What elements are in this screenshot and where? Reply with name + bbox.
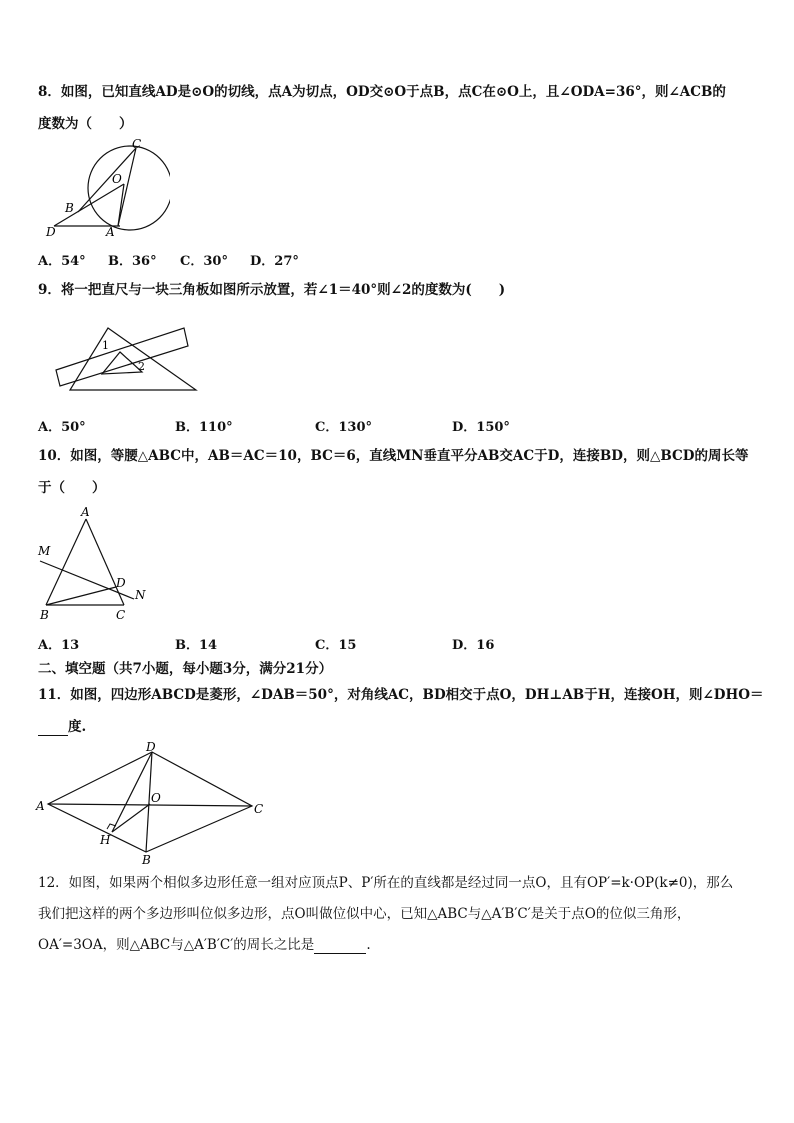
q11-label-C: C	[254, 802, 264, 816]
q10-label-M: M	[38, 544, 51, 558]
q10-option-d[interactable]: D．16	[452, 638, 495, 653]
q8-option-a[interactable]: A．54°	[38, 254, 86, 269]
q8-label-D: D	[46, 225, 56, 238]
q11-segment-OH	[112, 804, 150, 832]
q8-figure	[40, 136, 170, 238]
q9-label-2: 2	[138, 360, 145, 373]
q9-option-c[interactable]: C．130°	[315, 420, 372, 435]
q10-option-c[interactable]: C．15	[315, 638, 357, 653]
q9-label-1: 1	[102, 339, 109, 352]
q8-chord-AC	[118, 148, 136, 226]
q11-label-D: D	[146, 740, 156, 754]
q10-label-D: D	[116, 576, 126, 590]
q10-stem-line1: 10．如图，等腰△ABC中，AB＝AC＝10，BC＝6，直线MN垂直平分AB交AC于D，连接BD，则△BCD的周长等	[38, 448, 749, 464]
q8-label-A: A	[106, 225, 115, 238]
q9-stem: 9．将一把直尺与一块三角板如图所示放置，若∠1＝40°则∠2的度数为( )	[38, 282, 506, 298]
q10-option-a[interactable]: A．13	[38, 638, 80, 653]
q11-stem-line2	[38, 718, 86, 736]
q10-label-N: N	[135, 588, 146, 602]
q8-option-d[interactable]: D．27°	[250, 254, 299, 269]
q11-segment-DH	[112, 752, 152, 832]
q10-figure	[34, 503, 164, 625]
q10-option-b[interactable]: B．14	[175, 638, 218, 653]
q11-stem-line1: 11．如图，四边形ABCD是菱形，∠DAB＝50°，对角线AC，BD相交于点O，DH⊥AB于H，连接OH，则∠DHO＝	[38, 687, 764, 703]
q9-figure	[50, 322, 200, 396]
q11-unit: 度.	[68, 719, 87, 735]
section2-heading: 二、填空题（共7小题，每小题3分，满分21分）	[38, 661, 333, 677]
q11-label-H: H	[100, 833, 111, 847]
q12-stem-line3	[38, 936, 371, 954]
q10-label-B: B	[40, 608, 49, 622]
q9-option-b[interactable]: B．110°	[175, 420, 233, 435]
q8-stem-line1: 8．如图，已知直线AD是⊙O的切线，点A为切点，OD交⊙O于点B，点C在⊙O上，且∠ODA=36°，则∠ACB的	[38, 84, 726, 100]
q11-rhombus	[48, 752, 252, 852]
q8-option-b[interactable]: B．36°	[108, 254, 157, 269]
q11-figure	[34, 738, 274, 868]
q8-label-O: O	[112, 172, 122, 186]
q12-stem-line3-text: OA′=3OA，则△ABC与△A′B′C′的周长之比是	[38, 937, 315, 953]
q9-option-a[interactable]: A．50°	[38, 420, 86, 435]
q10-label-A: A	[81, 505, 90, 519]
q11-answer-blank[interactable]	[38, 721, 68, 736]
q8-label-B: B	[65, 201, 74, 215]
q10-segment-BD	[46, 587, 116, 605]
q8-chord-BC	[78, 148, 136, 212]
q12-stem-line1: 12．如图，如果两个相似多边形任意一组对应顶点P、P′所在的直线都是经过同一点O，且有OP′=k·OP(k≠0)，那么	[38, 875, 734, 891]
q9-ruler	[56, 328, 188, 386]
q10-side-AB	[46, 519, 86, 605]
q12-stem-line2: 我们把这样的两个多边形叫位似多边形，点O叫做位似中心，已知△ABC与△A′B′C′是关于点O的位似三角形，	[38, 906, 691, 922]
q8-label-C: C	[132, 137, 142, 151]
q8-stem-line2: 度数为（ ）	[38, 116, 133, 132]
q10-label-C: C	[116, 608, 126, 622]
q11-label-A: A	[36, 799, 45, 813]
q11-label-O: O	[151, 791, 161, 805]
q8-option-c[interactable]: C．30°	[180, 254, 228, 269]
q12-period: .	[366, 937, 371, 953]
q9-option-d[interactable]: D．150°	[452, 420, 510, 435]
q10-stem-line2: 于（ ）	[38, 480, 106, 496]
q12-answer-blank[interactable]	[314, 939, 366, 954]
q11-label-B: B	[142, 853, 151, 867]
